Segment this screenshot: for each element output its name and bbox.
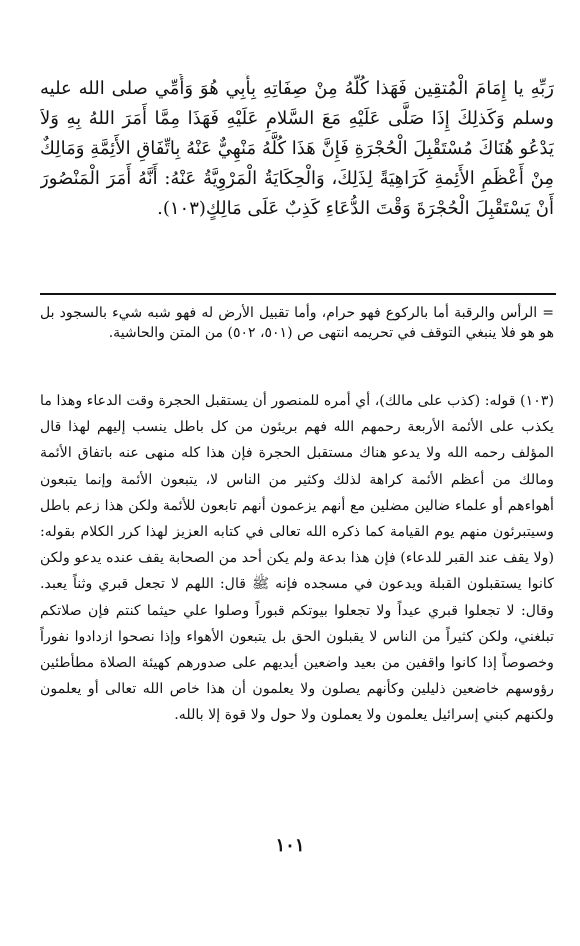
main-text: رَبِّهِ يا إِمَامَ الْمُتقِين فَهَذا كُلُّهُ مِنْ صِفَاتِهِ بِأَبِي هُوَ وَأُمِّي صلى الله عليه وسلم وَكَذلِكَ إِذَا صَلَّى عَلَيْهِ مَعَ السَّلامِ عَلَيْهِ فَهَذَا مِمَّا أَمَرَ اللهُ بِهِ وَلاَ يَدْعُو هُنَاكَ مُسْتَقْبِلَ الْحُجْرَةِ فَإِنَّ هَذَا كُلَّهُ مَنْهِيٌّ عَنْهُ بِاتِّفَاقِ الأَئِمَّةِ وَمَالِكٌ مِنْ أَعْظَمِ الأَئِمةِ كَرَاهِيَةً لِذَلِكَ، وَالْحِكَايَةُ الْمَرْوِيَّةُ عَنْهُ: أَنَّهُ أَمَرَ الْمَنْصُورَ أَنْ يَسْتَقْبِلَ الْحُجْرَةَ وَقْتَ الدُّعَاءِ كَذِبٌ عَلَى مَالِكٍ(١٠٣). (40, 78, 554, 219)
footnote-text: = الرأس والرقبة أما بالركوع فهو حرام، وأما تقبيل الأرض له فهو شبه شيء بالسجود بل هو هو فلا ينبغي التوقف في تحريمه انتهى ص (٥٠١، ٥٠٢) من المتن والحاشية. (40, 305, 554, 341)
footnote-divider (40, 293, 556, 295)
page-number: ١٠١ (275, 835, 305, 856)
commentary-text: (١٠٣) قوله: (كذب على مالك)، أي أمره للمنصور أن يستقبل الحجرة وقت الدعاء وهذا ما يكذب على الأئمة الأربعة رحمهم الله فهم بريئون من كل باطل ينسب إليهم لهذا قال المؤلف رحمه الله ولا يدعو هناك مستقبل الحجرة فإن هذا كله منهى عنه باتفاق الأئمة ومالك من أعظم الأئمة كراهة لذلك وكثير من الناس لا، يتبعون الأئمة وإنما يتبعون أهواءهم أو علماء ضالين مضلين مع أنهم يزعمون أنهم تابعون للأئمة ولكن هذا زعم باطل وسيتبرئون منهم يوم القيامة كما ذكره الله تعالى في كتابه العزيز لهذا كرر الكلام بقوله: (ولا يقف عند القبر للدعاء) فإن هذا بدعة ولم يكن أحد من الصحابة يقف عنده يدعو ولكن كانوا يستقبلون القبلة ويدعون في مسجده فإنه ﷺ قال: اللهم لا تجعل قبري وثناً يعبد. وقال: لا تجعلوا قبري عيداً ولا تجعلوا بيوتكم قبوراً وصلوا علي حيثما كنتم فإن صلاتكم تبلغني، ولكن كثيراً من الناس لا يقبلون الحق بل يتبعون الأهواء وإذا نصحوا ازدادوا نفوراً وخصوصاً إذا كانوا واقفين من بعيد واضعين أيديهم على صدورهم كهيئة الصلاة مطأطئين رؤوسهم خاضعين ذليلين وكأنهم يصلون ولا يعلمون أن هذا خاص الله تعالى أو يعلمون ولكنهم كبني إسرائيل يعلمون ولا يعملون ولا حول ولا قوة إلا بالله. (40, 393, 554, 724)
